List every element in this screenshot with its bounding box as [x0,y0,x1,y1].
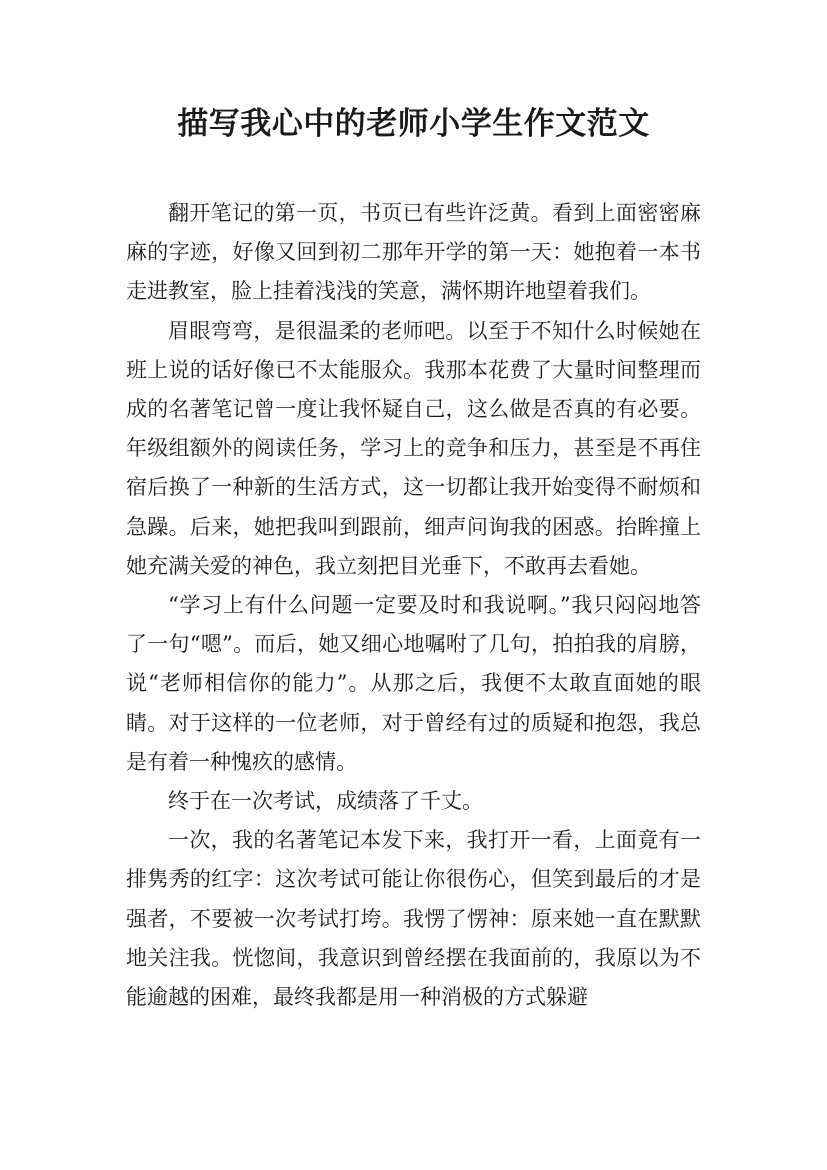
paragraph-1: 翻开笔记的第一页，书页已有些许泛黄。看到上面密密麻麻的字迹，好像又回到初二那年开学的第一天：她抱着一本书走进教室，脸上挂着浅浅的笑意，满怀期许地望着我们。 [126,201,701,304]
article-body [126,194,701,1017]
paragraph-2: 眉眼弯弯，是很温柔的老师吧。以至于不知什么时候她在班上说的话好像已不太能服众。我那本花费了大量时间整理而成的名著笔记曾一度让我怀疑自己，这么做是否真的有必要。年级组额外的阅读任务，学习上的竞争和压力，甚至是不再住宿后换了一种新的生活方式，这一切都让我开始变得不耐烦和急躁。后来，她把我叫到跟前，细声问询我的困惑。抬眸撞上她充满关爱的神色，我立刻把目光垂下，不敢再去看她。 [126,318,701,578]
paragraph-5: 一次，我的名著笔记本发下来，我打开一看，上面竟有一排隽秀的红字：这次考试可能让你很伤心，但笑到最后的才是强者，不要被一次考试打垮。我愣了愣神：原来她一直在默默地关注我。恍惚间，我意识到曾经摆在我面前的，我原以为不能逾越的困难，最终我都是用一种消极的方式躲避 [126,828,701,1010]
paragraph-4: 终于在一次考试，成绩落了千丈。 [168,789,483,814]
paragraph-3: “学习上有什么问题一定要及时和我说啊。”我只闷闷地答了一句“嗯”。而后，她又细心地嘱咐了几句，拍拍我的肩膀，说“老师相信你的能力”。从那之后，我便不太敢直面她的眼睛。对于这样的一位老师，对于曾经有过的质疑和抱怨，我总是有着一种愧疚的感情。 [126,593,701,774]
page-title: 描写我心中的老师小学生作文范文 [177,106,650,142]
